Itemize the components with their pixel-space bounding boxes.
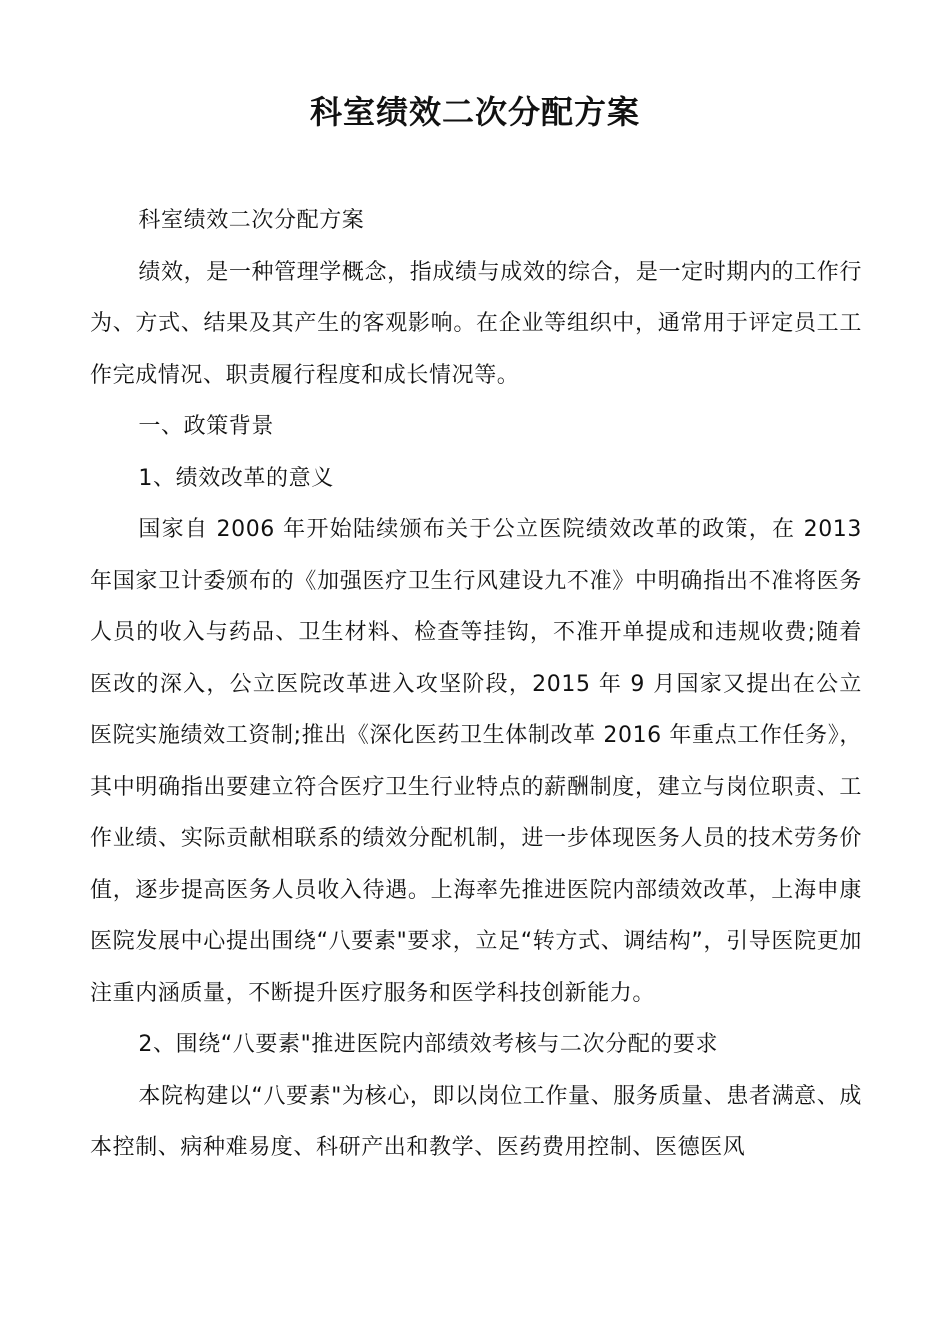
paragraph-eight-elements: 本院构建以“八要素"为核心，即以岗位工作量、服务质量、患者满意、成本控制、病种难易度、科研产出和教学、医药费用控制、医德医风	[90, 1083, 862, 1160]
paragraph-policy-history: 国家自 2006 年开始陆续颁布关于公立医院绩效改革的政策，在 2013 年国家卫计委颁布的《加强医疗卫生行风建设九不准》中明确指出不准将医务人员的收入与药品、卫生材料、检查等挂钩，不准开单提成和违规收费;随着医改的深入，公立医院改革进入攻坚阶段，2015 年 9 月国家又提出在公立医院实施绩效工资制;推出《深化医药卫生体制改革 2016 年重点工作任务》，其中明确指出要建立符合医疗卫生行业特点的薪酬制度，建立与岗位职责、工作业绩、实际贡献相联系的绩效分配机制，进一步体现医务人员的技术劳务价值，逐步提高医务人员收入待遇。上海率先推进医院内部绩效改革，上海申康医院发展中心提出围绕“八要素"要求，立足“转方式、调结构”，引导医院更加注重内涵质量，不断提升医疗服务和医学科技创新能力。	[90, 517, 862, 1006]
document-body	[90, 195, 862, 1174]
subsection-heading-eight-elements: 2、围绕“八要素"推进医院内部绩效考核与二次分配的要求	[138, 1032, 719, 1057]
section-heading-policy-background: 一、政策背景	[138, 414, 274, 439]
document-title: 科室绩效二次分配方案	[309, 93, 640, 131]
subsection-heading-reform-significance: 1、绩效改革的意义	[138, 465, 334, 491]
paragraph-subtitle: 科室绩效二次分配方案	[138, 208, 365, 233]
paragraph-definition: 绩效，是一种管理学概念，指成绩与成效的综合，是一定时期内的工作行为、方式、结果及其产生的客观影响。在企业等组织中，通常用于评定员工工作完成情况、职责履行程度和成长情况等。	[90, 259, 862, 388]
